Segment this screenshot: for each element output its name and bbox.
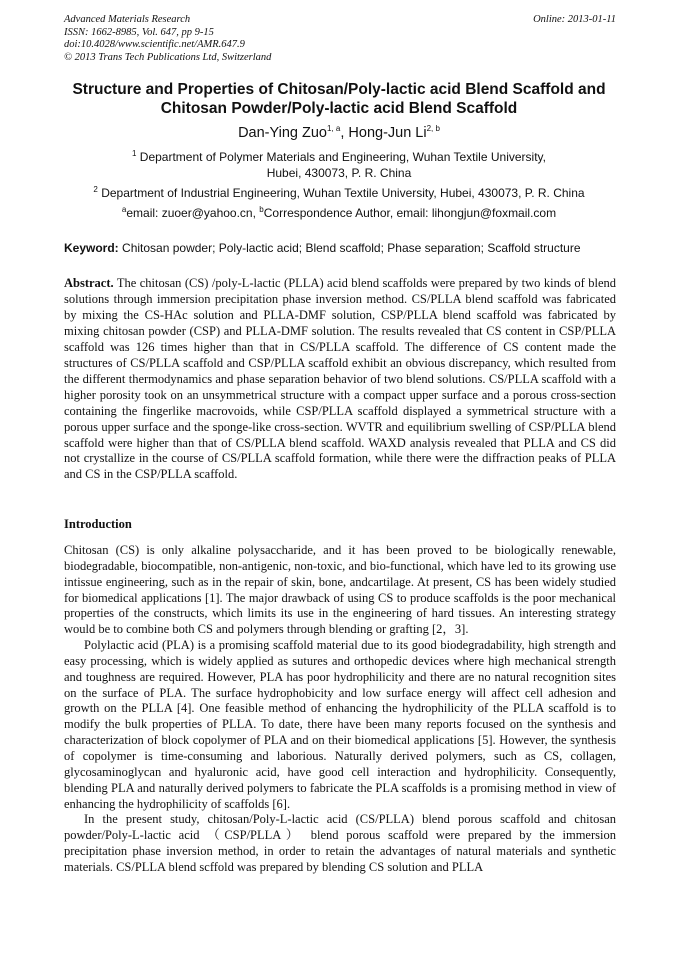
abstract-label: Abstract. [64, 276, 114, 290]
copyright-line: © 2013 Trans Tech Publications Ltd, Switzerland [64, 51, 272, 63]
affiliation-1 [40, 149, 638, 181]
email-a-text: email: zuoer@yahoo.cn, [126, 206, 260, 220]
author-1-superscript: 1, a [327, 124, 341, 134]
online-date: Online: 2013-01-11 [533, 14, 616, 25]
keywords [64, 240, 616, 256]
email-a-superscript: a [121, 205, 127, 214]
title-line-1: Structure and Properties of Chitosan/Poly-lactic acid Blend Scaffold and [72, 81, 606, 98]
affiliation-2-superscript: 2 [93, 185, 98, 194]
introduction-heading: Introduction [64, 517, 132, 531]
affiliation-1-line-1: Department of Polymer Materials and Engineering, Wuhan Textile University, [136, 150, 546, 164]
keywords-text: Chitosan powder; Poly-lactic acid; Blend scaffold; Phase separation; Scaffold structure [118, 241, 581, 255]
paper-title [40, 80, 638, 118]
affiliation-2-text: Department of Industrial Engineering, Wuhan Textile University, Hubei, 430073, P. R. China [97, 186, 585, 200]
intro-paragraph-2: Polylactic acid (PLA) is a promising scaffold material due to its good biodegradability, high strength and easy processing, which is widely applied as sutures and orthopedic devices where high mechanical strength and toughness are required. However, PLA has poor hydrophilicity and there are no natural recognition sites on the surface of PLA. The surface hydrophobicity and low surface energy will affect cell adhesion and growth on the PLLA [4]. One feasible method of enhancing the hydrophilicity of the PLLA scaffold is to modify the bulk properties of PLLA. To date, there have been many reports focused on the synthesis and characterization of block copolymer of PLA and on their biomedical applications [5]. However, the synthesis of copolymer is time-consuming and laborious. Naturally derived polymers, such as CS, collagen, glycosaminoglycan and hyaluronic acid, have good cell interaction and hydrophilicity. Consequently, blending PLA and naturally derived polymers to fabricate the PLA scaffolds is a promising method in view of enhancing the hydrophilicity of scaffolds [6]. [64, 638, 616, 811]
title-line-2: Chitosan Powder/Poly-lactic acid Blend Scaffold [160, 100, 518, 117]
issn-line: ISSN: 1662-8985, Vol. 647, pp 9-15 [64, 26, 214, 38]
abstract [64, 276, 616, 483]
introduction-body [64, 543, 616, 876]
author-1-name: Dan-Ying Zuo [238, 125, 327, 141]
affiliation-1-superscript: 1 [132, 149, 137, 158]
abstract-text: The chitosan (CS) /poly-L-lactic (PLLA) acid blend scaffolds were prepared by two kinds of blend solutions through immersion precipitation phase inversion method. CS/PLLA blend scaffold was fabricated by mixing the CS-HAc solution and PLLA-DMF solution, CSP/PLLA blend scaffold was fabricated by mixing chitosan powder (CSP) and PLLA-DMF solution. The results revealed that CS content in CSP/PLLA scaffold was 126 times higher than that in CS/PLLA scaffold. The difference of CS content made the structures of CS/PLLA scaffold and CSP/PLLA scaffold exhibit an obvious discrepancy, which resulted from the different thermodynamics and phase separation behavior of two blend solutions. CS/PLLA scaffold with a higher porosity took on an unsymmetrical structure with a compact upper surface and a porous cross-section containing the fingerlike macrovoids, while CSP/PLLA scaffold displayed a symmetrical structure with a porous upper surface and the sponge-like cross-section. WVTR and equilibrium swelling of CSP/PLLA blend scaffold were higher than that of CS/PLLA blend scaffold. WAXD analysis revealed that PLLA and CS did not crystallize in the course of CS/PLLA scaffold formation, while there were the diffraction peaks of PLLA and CS in the CSP/PLLA scaffold. [64, 276, 616, 482]
author-2-superscript: 2, b [426, 124, 440, 134]
author-list [40, 124, 638, 142]
doi-line: doi:10.4028/www.scientific.net/AMR.647.9 [64, 39, 245, 50]
journal-header [64, 14, 616, 64]
intro-paragraph-1: Chitosan (CS) is only alkaline polysaccharide, and it has been proved to be biologically renewable, biodegradable, biocompatible, non-antigenic, non-toxic, and bio-functional, which have led to its growing use intissue engineering, such as in the repair of skin, bone, andcartilage. At present, CS has been widely studied for biomedical applications [1]. The major drawback of using CS to produce scaffolds is the poor mechanical properties of the constructs, which limits its use in the engineering of hard tissues. An interesting strategy would be to combine both CS and polymers through blending or grafting [2，3]. [64, 543, 616, 637]
email-b-superscript: b [259, 205, 264, 214]
author-2-name: Hong-Jun Li [348, 125, 427, 141]
affiliation-2 [40, 185, 638, 201]
keywords-label: Keyword: [64, 241, 119, 255]
email-line [40, 205, 638, 221]
affiliation-1-line-2: Hubei, 430073, P. R. China [266, 166, 412, 180]
email-b-text: Correspondence Author, email: lihongjun@foxmail.com [263, 206, 557, 220]
intro-paragraph-3: In the present study, chitosan/Poly-L-lactic acid (CS/PLLA) blend porous scaffold and chitosan powder/Poly-L-lactic acid （CSP/PLLA） blend porous scaffold were prepared by the immersion precipitation phase inversion method, in order to retain the advantages of natural materials and synthetic materials. CS/PLLA blend scffold was prepared by blending CS solution and PLLA [64, 812, 616, 874]
author-separator: , [340, 125, 349, 141]
journal-name: Advanced Materials Research [64, 14, 191, 25]
